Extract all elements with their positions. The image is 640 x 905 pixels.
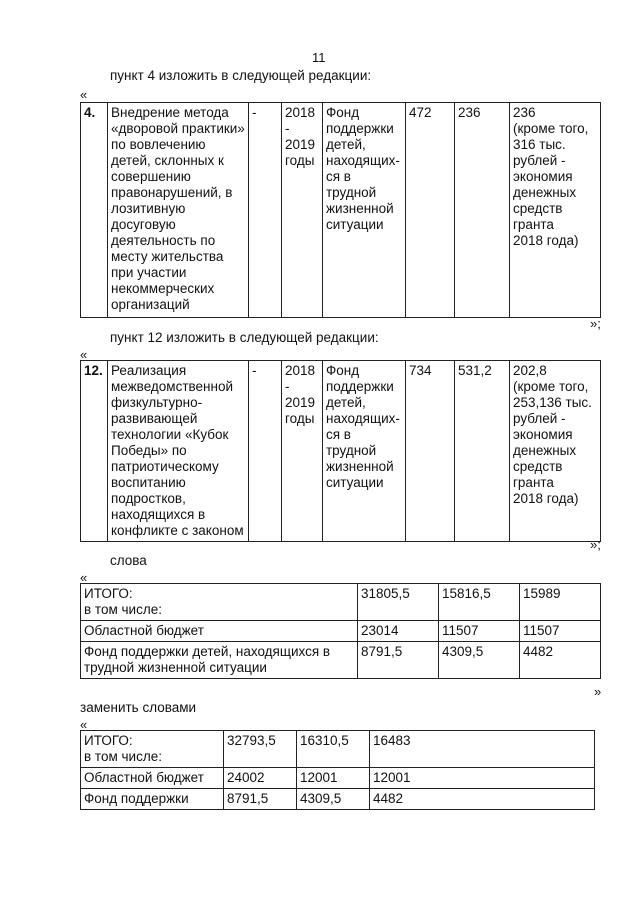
value-total: 32793,5 — [224, 731, 297, 768]
section4-table — [80, 730, 595, 810]
value-2019: 16483 — [370, 731, 595, 768]
table-row — [81, 621, 601, 642]
page-number: 11 — [312, 50, 326, 65]
value-2018: 4309,5 — [439, 642, 520, 679]
section3-intro: слова — [110, 553, 147, 568]
section1-close-quote: »; — [590, 316, 601, 331]
section1-table — [80, 102, 601, 318]
section2-open-quote: « — [80, 347, 88, 362]
row-label: ИТОГО: в том числе: — [81, 731, 224, 768]
measure-name: Реализация межведомственной физкультурно- развивающей технологии «Кубок Победы» по патриотическому воспитанию подростков, находящихся в конфликте с законом — [108, 361, 249, 542]
value-2019: 4482 — [370, 789, 595, 810]
value-2018: 16310,5 — [297, 731, 370, 768]
section3-table — [80, 583, 601, 679]
amount-2019: 236 (кроме того, 316 тыс. рублей - экономия денежных средств гранта 2018 года) — [510, 103, 601, 318]
years-cell: 2018 - 2019 годы — [282, 361, 323, 542]
section2-intro: пункт 12 изложить в следующей редакции: — [110, 330, 379, 345]
value-total: 23014 — [358, 621, 439, 642]
value-total: 31805,5 — [358, 584, 439, 621]
section3-close-quote: » — [594, 684, 602, 699]
value-total: 8791,5 — [224, 789, 297, 810]
table-row — [81, 103, 601, 318]
row-label: Фонд поддержки детей, находящихся в трудной жизненной ситуации — [81, 642, 358, 679]
value-2019: 15989 — [520, 584, 601, 621]
row-number: 4. — [81, 103, 108, 318]
years-cell: 2018 - 2019 годы — [282, 103, 323, 318]
section1-open-quote: « — [80, 87, 88, 102]
section4-open-quote: « — [80, 717, 88, 732]
section1-intro: пункт 4 изложить в следующей редакции: — [110, 68, 372, 83]
section3-open-quote: « — [80, 570, 88, 585]
row-number: 12. — [81, 361, 108, 542]
value-total: 24002 — [224, 768, 297, 789]
amount-total: 734 — [406, 361, 455, 542]
amount-total: 472 — [406, 103, 455, 318]
executor-cell: - — [249, 103, 282, 318]
table-row — [81, 584, 601, 621]
value-2018: 11507 — [439, 621, 520, 642]
value-2018: 12001 — [297, 768, 370, 789]
value-2019: 12001 — [370, 768, 595, 789]
measure-name: Внедрение метода «дворовой практики» по вовлечению детей, склонных к совершению правонарушений, в лозитивную досуговую деятельность по месту жительства при участии некоммерческих организаций — [108, 103, 249, 318]
funding-source: Фонд поддержки детей, находящих- ся в трудной жизненной ситуации — [323, 361, 406, 542]
section2-table — [80, 360, 601, 542]
row-label: ИТОГО: в том числе: — [81, 584, 358, 621]
value-2019: 11507 — [520, 621, 601, 642]
funding-source: Фонд поддержки детей, находящих- ся в трудной жизненной ситуации — [323, 103, 406, 318]
section2-close-quote: »; — [590, 537, 601, 552]
row-label: Областной бюджет — [81, 768, 224, 789]
table-row — [81, 642, 601, 679]
value-total: 8791,5 — [358, 642, 439, 679]
row-label: Фонд поддержки — [81, 789, 224, 810]
table-row — [81, 361, 601, 542]
executor-cell: - — [249, 361, 282, 542]
value-2019: 4482 — [520, 642, 601, 679]
table-row — [81, 768, 595, 789]
amount-2018: 531,2 — [455, 361, 510, 542]
amount-2018: 236 — [455, 103, 510, 318]
amount-2019: 202,8 (кроме того, 253,136 тыс. рублей - экономия денежных средств гранта 2018 года) — [510, 361, 601, 542]
table-row — [81, 789, 595, 810]
table-row — [81, 731, 595, 768]
value-2018: 15816,5 — [439, 584, 520, 621]
section4-intro: заменить словами — [80, 700, 197, 715]
value-2018: 4309,5 — [297, 789, 370, 810]
row-label: Областной бюджет — [81, 621, 358, 642]
